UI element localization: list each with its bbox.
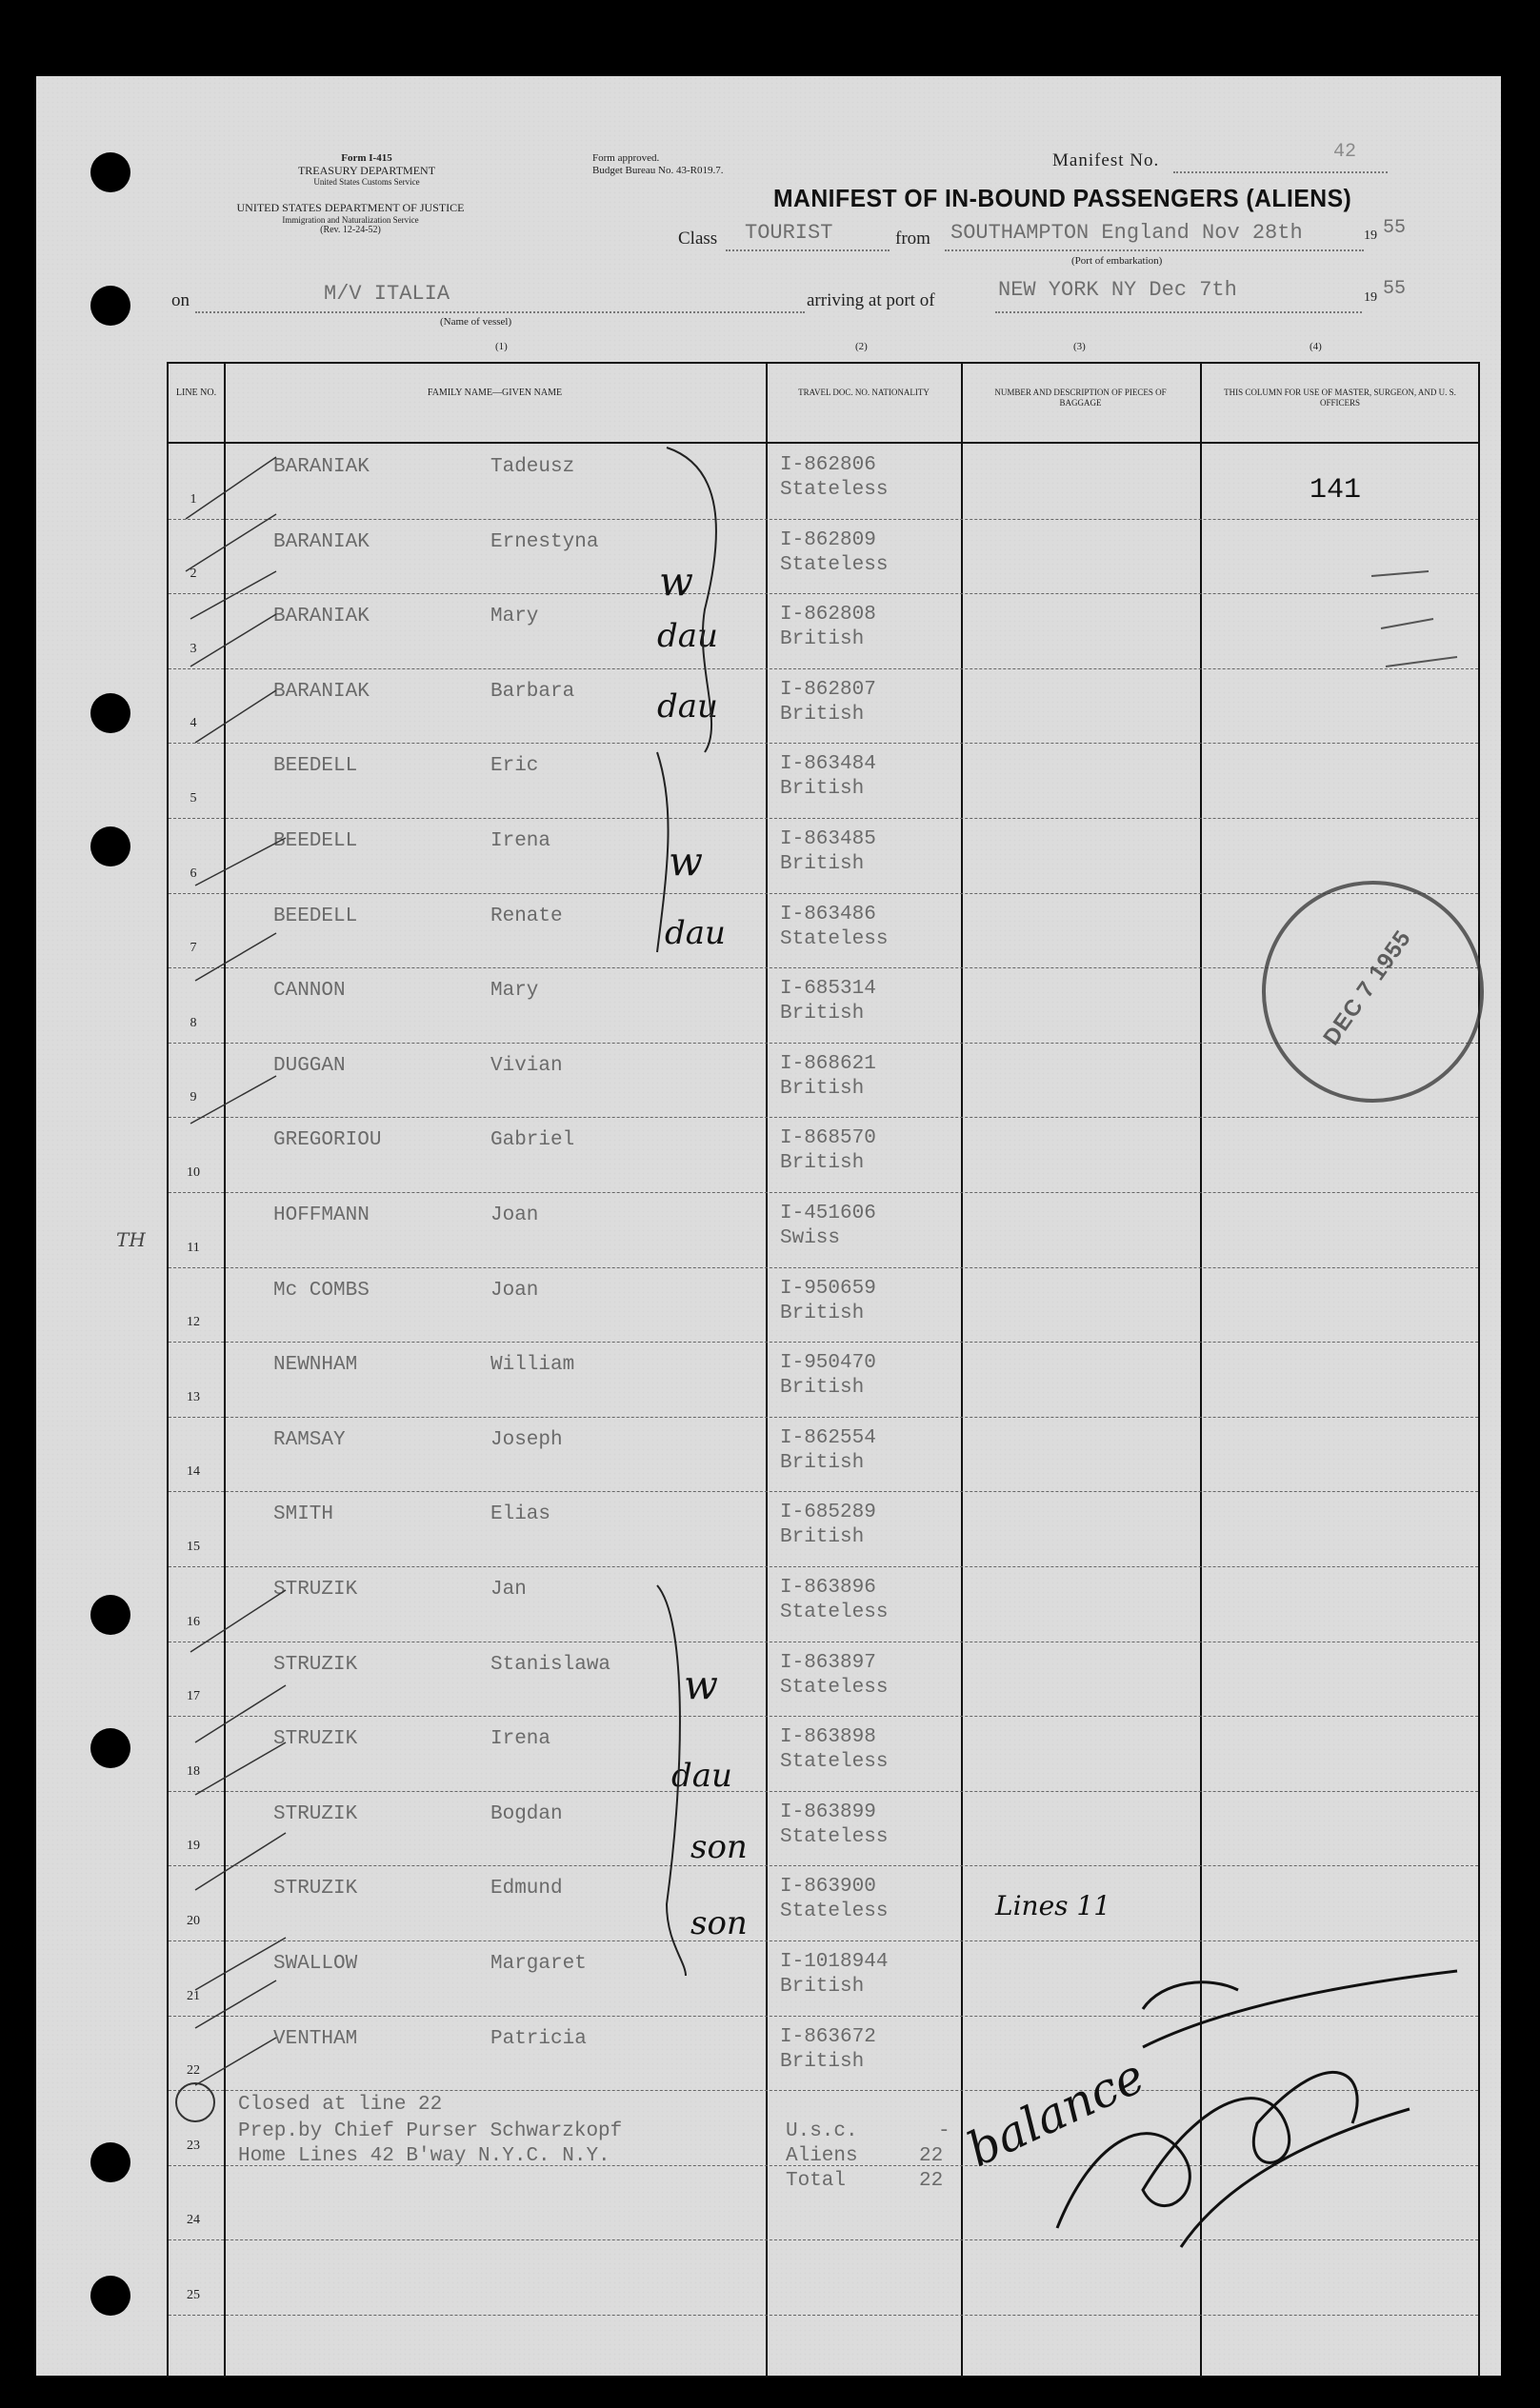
family-name: STRUZIK [273, 1653, 358, 1676]
col-divider [961, 364, 963, 2378]
nationality: British [780, 778, 865, 801]
manifest-number: 42 [1333, 141, 1357, 163]
row-separator [169, 2090, 1478, 2091]
treasury-dept: TREASURY DEPARTMENT [297, 163, 436, 177]
given-name: Barbara [490, 680, 575, 703]
budget-bureau: Budget Bureau No. 43-R019.7. [592, 164, 724, 176]
nationality: British [780, 1077, 865, 1100]
family-note: son [690, 1828, 748, 1866]
travel-doc-number: I-451606 [780, 1203, 876, 1224]
given-name: Joan [490, 1204, 539, 1226]
line-number: 22 [187, 2063, 200, 2079]
nationality: Stateless [780, 1602, 889, 1623]
nationality: Stateless [780, 553, 889, 576]
travel-doc-number: I-863898 [780, 1726, 876, 1749]
family-name: BEEDELL [273, 905, 358, 927]
nationality: Stateless [780, 1825, 889, 1848]
line-number: 7 [190, 941, 197, 956]
nationality: British [780, 703, 865, 726]
family-name: BEEDELL [273, 830, 358, 852]
passenger-table [167, 362, 1480, 2378]
binder-hole [90, 1595, 130, 1635]
travel-doc-number: I-863900 [780, 1876, 876, 1899]
line-number: 11 [187, 1240, 200, 1255]
family-name: SMITH [273, 1503, 334, 1526]
binder-hole [90, 2142, 130, 2182]
col-num-3: (3) [1073, 341, 1086, 352]
aliens-count: 22 [919, 2145, 944, 2167]
row-separator [169, 1417, 1478, 1418]
customs-service: United States Customs Service [313, 177, 420, 188]
form-approved: Form approved. [592, 152, 660, 164]
aliens-label: Aliens [786, 2145, 858, 2167]
line-number: 8 [190, 1015, 197, 1030]
travel-doc-number: I-863484 [780, 753, 876, 776]
family-note: dau [665, 914, 726, 952]
header-officers: THIS COLUMN FOR USE OF MASTER, SURGEON, AND U. S. OFFICERS [1224, 388, 1456, 408]
travel-doc-number: I-863485 [780, 828, 876, 850]
row-separator [169, 1192, 1478, 1193]
home-lines: Home Lines 42 B'way N.Y.C. N.Y. [238, 2145, 610, 2167]
family-name: STRUZIK [273, 1802, 358, 1825]
total-label: Total [786, 2170, 847, 2192]
col-divider [224, 364, 226, 2378]
given-name: Bogdan [490, 1802, 563, 1825]
nationality: Stateless [780, 1676, 889, 1699]
nationality: British [780, 1377, 865, 1400]
line-number: 21 [187, 1988, 200, 2003]
col-divider [1200, 364, 1202, 2378]
row-separator [169, 593, 1478, 594]
given-name: Renate [490, 905, 563, 927]
row-separator [169, 893, 1478, 894]
nationality: Swiss [780, 1227, 841, 1249]
travel-doc-number: I-863897 [780, 1651, 876, 1674]
row-separator [169, 1566, 1478, 1567]
header-name: FAMILY NAME—GIVEN NAME [427, 388, 563, 398]
nationality: British [780, 853, 865, 875]
manifest-no-line [1173, 171, 1388, 173]
vessel-name: M/V ITALIA [324, 282, 450, 306]
line-number: 19 [187, 1839, 200, 1854]
binder-hole [90, 1728, 130, 1768]
row-separator [169, 2239, 1478, 2240]
given-name: Joseph [490, 1428, 563, 1451]
officer-count: 141 [1310, 474, 1362, 507]
header-line-no: LINE NO. [175, 388, 217, 398]
nationality: British [780, 1302, 865, 1324]
row-separator [169, 2315, 1478, 2316]
given-name: Irena [490, 1728, 551, 1751]
family-name: BARANIAK [273, 456, 370, 478]
rev-date: (Rev. 12-24-52) [320, 225, 381, 236]
class-label: Class [678, 229, 718, 249]
line-number: 13 [187, 1389, 200, 1404]
line-number: 16 [187, 1614, 200, 1629]
travel-doc-number: I-685289 [780, 1502, 876, 1524]
travel-doc-number: I-863672 [780, 2025, 876, 2048]
line-number: 1 [190, 491, 197, 507]
travel-doc-number: I-685314 [780, 978, 876, 1001]
lines-note: Lines 11 [995, 1890, 1111, 1921]
manifest-label: Manifest No. [1052, 150, 1160, 170]
travel-doc-number: I-862806 [780, 454, 876, 476]
family-name: STRUZIK [273, 1728, 358, 1751]
family-name: Mc COMBS [273, 1279, 370, 1302]
given-name: Edmund [490, 1878, 563, 1901]
nationality: Stateless [780, 1901, 889, 1923]
line-number: 17 [187, 1689, 200, 1704]
travel-doc-number: I-868570 [780, 1127, 876, 1150]
arrival-value: NEW YORK NY Dec 7th [998, 278, 1237, 302]
binder-hole [90, 2276, 130, 2316]
line-number: 25 [187, 2288, 200, 2302]
given-name: Patricia [490, 2027, 587, 2050]
from-label: from [895, 229, 930, 249]
line-number: 3 [190, 641, 197, 656]
row-separator [169, 2016, 1478, 2017]
given-name: William [490, 1354, 575, 1377]
year-arrival: 55 [1383, 278, 1407, 300]
row-separator [169, 1940, 1478, 1941]
nationality: British [780, 2050, 865, 2073]
row-separator [169, 1117, 1478, 1118]
family-note: w [659, 558, 693, 605]
page-title: MANIFEST OF IN-BOUND PASSENGERS (ALIENS) [773, 184, 1352, 212]
given-name: Gabriel [490, 1129, 575, 1152]
given-name: Elias [490, 1503, 551, 1526]
family-note: dau [657, 617, 718, 655]
nationality: British [780, 1451, 865, 1474]
binder-hole [90, 286, 130, 326]
year-embark: 55 [1383, 217, 1407, 239]
usc-label: U.s.c. [786, 2120, 858, 2142]
approval-block [592, 152, 723, 176]
row-separator [169, 1342, 1478, 1343]
line-number: 12 [187, 1315, 200, 1330]
family-name: GREGORIOU [273, 1129, 382, 1152]
balance-note: balance [958, 2048, 1153, 2178]
travel-doc-number: I-863896 [780, 1577, 876, 1599]
arriving-label: arriving at port of [807, 290, 935, 310]
nationality: Stateless [780, 927, 889, 950]
on-label: on [171, 290, 190, 310]
col-num-2: (2) [855, 341, 868, 352]
travel-doc-number: I-863899 [780, 1801, 876, 1823]
family-name: BEEDELL [273, 755, 358, 778]
stamp-date: DEC 7 1955 [1318, 925, 1417, 1050]
line-number: 18 [187, 1763, 200, 1779]
family-name: RAMSAY [273, 1428, 346, 1451]
nationality: British [780, 628, 865, 651]
header-baggage: NUMBER AND DESCRIPTION OF PIECES OF BAGGAGE [994, 388, 1167, 408]
travel-doc-number: I-862554 [780, 1426, 876, 1449]
line-number: 9 [190, 1090, 197, 1105]
given-name: Mary [490, 606, 539, 628]
nationality: Stateless [780, 479, 889, 501]
given-name: Tadeusz [490, 456, 575, 478]
given-name: Stanislawa [490, 1653, 611, 1676]
travel-doc-number: I-862808 [780, 604, 876, 627]
line-number: 2 [190, 567, 197, 582]
binder-hole [90, 826, 130, 866]
col-num-4: (4) [1310, 341, 1322, 352]
binder-hole [90, 693, 130, 733]
row-separator [169, 519, 1478, 520]
line-number: 6 [190, 866, 197, 881]
vessel-caption: (Name of vessel) [440, 316, 512, 328]
given-name: Mary [490, 980, 539, 1003]
class-value: TOURIST [745, 221, 833, 245]
family-note: dau [657, 687, 718, 726]
header-rule [169, 442, 1478, 444]
year-prefix: 19 [1364, 229, 1377, 243]
vessel-line [195, 311, 805, 313]
from-line [945, 249, 1364, 251]
closed-at-line: Closed at line 22 [238, 2094, 443, 2116]
family-name: HOFFMANN [273, 1204, 370, 1226]
family-name: STRUZIK [273, 1579, 358, 1601]
travel-doc-number: I-950659 [780, 1277, 876, 1300]
class-line [726, 249, 890, 251]
binder-hole [90, 152, 130, 192]
line-number: 14 [187, 1464, 200, 1480]
family-name: BARANIAK [273, 606, 370, 628]
arrival-line [995, 311, 1362, 313]
given-name: Vivian [490, 1054, 563, 1077]
form-header-block [210, 152, 524, 188]
line-number: 4 [190, 716, 197, 731]
line-number: 20 [187, 1914, 200, 1928]
embarkation-value: SOUTHAMPTON England Nov 28th [950, 221, 1303, 245]
line-number: 10 [187, 1165, 200, 1180]
given-name: Eric [490, 755, 539, 778]
family-note: dau [671, 1757, 732, 1795]
row-separator [169, 1865, 1478, 1866]
year-prefix-2: 19 [1364, 290, 1377, 305]
given-name: Margaret [490, 1953, 587, 1975]
travel-doc-number: I-862807 [780, 678, 876, 701]
prepared-by: Prep.by Chief Purser Schwarzkopf [238, 2120, 623, 2142]
nationality: British [780, 1003, 865, 1025]
justice-dept: UNITED STATES DEPARTMENT OF JUSTICE [236, 201, 465, 214]
given-name: Joan [490, 1279, 539, 1302]
family-note: w [669, 838, 703, 885]
header-travel-doc: TRAVEL DOC. NO. NATIONALITY [798, 388, 930, 397]
family-note: w [684, 1662, 718, 1708]
family-note: son [690, 1904, 748, 1942]
line-number: 5 [190, 791, 197, 806]
travel-doc-number: I-950470 [780, 1352, 876, 1375]
col-divider [766, 364, 768, 2378]
family-name: BARANIAK [273, 680, 370, 703]
family-name: CANNON [273, 980, 346, 1003]
nationality: British [780, 1976, 865, 1998]
row-separator [169, 743, 1478, 744]
form-number: Form I-415 [341, 152, 392, 164]
line-number: 15 [187, 1540, 200, 1554]
travel-doc-number: I-1018944 [780, 1951, 889, 1973]
col-num-1: (1) [495, 341, 508, 352]
family-name: STRUZIK [273, 1878, 358, 1901]
family-name: DUGGAN [273, 1054, 346, 1077]
row-separator [169, 668, 1478, 669]
given-name: Irena [490, 830, 551, 852]
row-separator [169, 1267, 1478, 1268]
family-name: NEWNHAM [273, 1354, 358, 1377]
nationality: British [780, 1152, 865, 1175]
row-separator [169, 1491, 1478, 1492]
given-name: Ernestyna [490, 530, 599, 553]
row-separator [169, 1791, 1478, 1792]
travel-doc-number: I-868621 [780, 1052, 876, 1075]
row-separator [169, 1716, 1478, 1717]
justice-block [170, 202, 531, 236]
travel-doc-number: I-863486 [780, 903, 876, 925]
embark-caption: (Port of embarkation) [1071, 255, 1163, 267]
total-count: 22 [919, 2170, 944, 2192]
family-name: VENTHAM [273, 2027, 358, 2050]
family-name: BARANIAK [273, 530, 370, 553]
margin-mark: TH [116, 1228, 146, 1251]
given-name: Jan [490, 1579, 527, 1601]
travel-doc-number: I-862809 [780, 528, 876, 551]
line-number: 23 [187, 2138, 200, 2153]
ins-service: Immigration and Naturalization Service [282, 214, 419, 225]
line-number: 24 [187, 2213, 200, 2228]
usc-value: - [938, 2120, 950, 2142]
family-name: SWALLOW [273, 1953, 358, 1975]
nationality: British [780, 1526, 865, 1549]
row-separator [169, 818, 1478, 819]
nationality: Stateless [780, 1751, 889, 1774]
